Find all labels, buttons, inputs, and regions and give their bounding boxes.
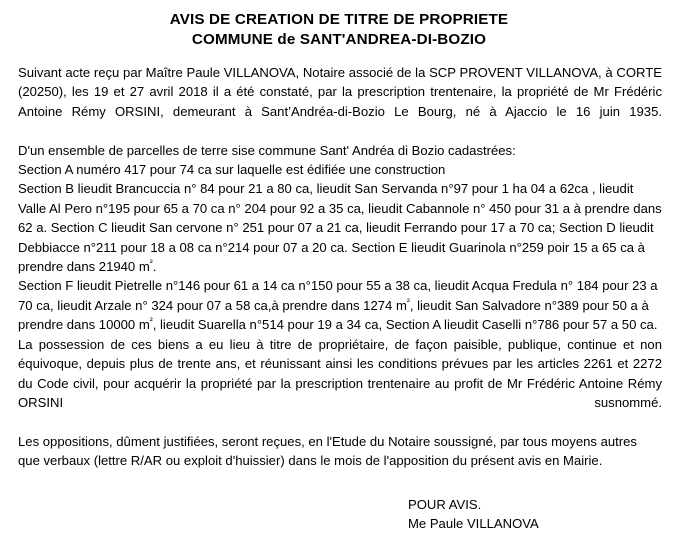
paragraph-oppositions: Les oppositions, dûment justifiées, seront reçues, en l'Etude du Notaire soussigné, par tous moyens autres que verbaux (lettre R/AR ou exploit d'huissier) dans le mois de l'apposition du présent avis en Mairie. [18,433,637,469]
document-title [0,0,678,50]
section-f-text-3: , lieudit Suarella n°514 pour 19 a 34 ca, Section A lieudit Caselli n°786 pour 57 a 50 ca. [152,317,658,333]
paragraph-possession: La possession de ces biens a eu lieu à titre de propriétaire, de façon paisible, publique, continue et non équivoque, depuis plus de trente ans, et réunissant ainsi les conditions prévues par les articles 2261 et 2272 du Code civil, pour acquérir la propriété par la prescription trentenaire au profit de Mr Frédéric Antoine Rémy ORSINI susnommé. [18,336,662,410]
section-f-text-2: , lieudit San Salvadore n°389 pour 50 a à prendre dans 10000 m [18,297,649,333]
paragraph-section-f [18,276,662,334]
signature-notary-name: Me Paule VILLANOVA [408,515,539,531]
paragraph-section-a: Section A numéro 417 pour 74 ca sur laquelle est édifiée une construction [18,162,446,178]
sections-b-to-e-text: Section B lieudit Brancuccia n° 84 pour 21 a 80 ca, lieudit San Servanda n°97 pour 1 ha 04 a 62ca , lieudit Valle Al Pero n°195 pour 65 a 70 ca n° 204 pour 92 a 35 ca, lieudit Cabannole n° 450 pour 31 a à prendre dans 62 a. Section C lieudit San cervone n° 251 pour 07 a 21 ca, lieudit Ferrando pour 17 a 70 ca; Section D lieudit Debbiacce n°211 pour 18 a 08 ca n°214 pour 07 a 20 ca. Section E lieudit Guarinola n°259 poir 15 a 65 ca à prendre dans 21940 m [18,181,662,275]
section-f-text-1: Section F lieudit Pietrelle n°146 pour 61 a 14 ca n°150 pour 55 a 38 ca, lieudit Acqua Fredula n° 184 pour 23 a 70 ca, lieudit Arzale n° 324 pour 07 a 58 ca,à prendre dans 1274 m [18,278,658,313]
paragraph-intro: Suivant acte reçu par Maître Paule VILLANOVA, Notaire associé de la SCP PROVENT VILLANOVA, à CORTE (20250), les 19 et 27 avril 2018 il a été constaté, par la prescription trentenaire, la propriété de Mr Frédéric Antoine Rémy ORSINI, demeurant à Sant’Andréa-di-Bozio Le Bourg, né à Ajaccio le 16 juin 1935. [18,65,662,119]
paragraph-sections-b-to-e [18,179,662,276]
square-unit-3: ² [149,315,153,326]
signature-pour-avis: POUR AVIS. [408,496,482,512]
square-unit-2: ² [406,296,410,307]
sections-b-to-e-period: . [152,259,157,275]
document-body [0,63,678,471]
paragraph-parcels-intro: D'un ensemble de parcelles de terre sise commune Sant' Andréa di Bozio cadastrées: [18,142,516,158]
title-line-1: AVIS DE CREATION DE TITRE DE PROPRIETE [169,11,509,28]
square-unit-1: ² [149,257,153,268]
title-line-2: COMMUNE de SANT'ANDREA-DI-BOZIO [191,31,487,48]
signature-block [0,495,678,534]
